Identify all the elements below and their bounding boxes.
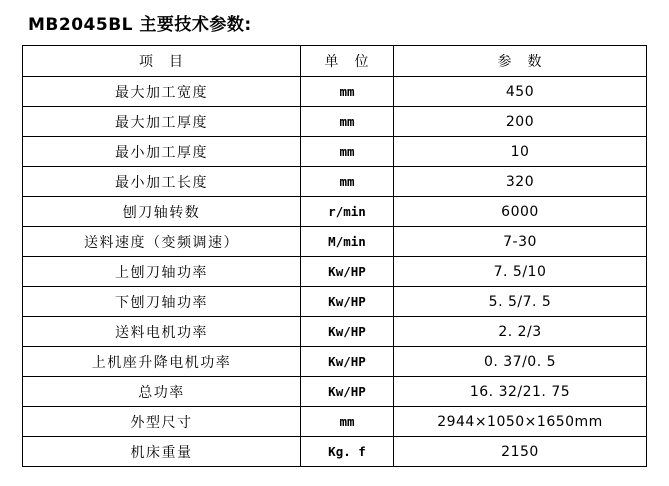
value-cell: 2. 2/3 [394, 317, 647, 347]
value-cell: 7. 5/10 [394, 257, 647, 287]
item-cell: 最小加工厚度 [23, 137, 301, 167]
unit-cell: r/min [301, 197, 394, 227]
table-row [23, 347, 647, 377]
unit-cell: mm [301, 167, 394, 197]
header-row [23, 46, 647, 77]
table-row [23, 377, 647, 407]
value-cell: 450 [394, 77, 647, 107]
value-cell: 2944×1050×1650mm [394, 407, 647, 437]
col-header-unit: 单 位 [301, 46, 394, 77]
item-cell: 刨刀轴转数 [23, 197, 301, 227]
unit-cell: mm [301, 77, 394, 107]
value-cell: 2150 [394, 437, 647, 467]
table-row [23, 137, 647, 167]
unit-cell: Kw/HP [301, 347, 394, 377]
unit-cell: Kw/HP [301, 377, 394, 407]
item-cell: 机床重量 [23, 437, 301, 467]
table-row [23, 227, 647, 257]
value-cell: 7-30 [394, 227, 647, 257]
table-row [23, 317, 647, 347]
item-cell: 最大加工厚度 [23, 107, 301, 137]
unit-cell: mm [301, 107, 394, 137]
col-header-value: 参 数 [394, 46, 647, 77]
page-title: MB2045BL 主要技术参数: [28, 15, 252, 35]
value-cell: 200 [394, 107, 647, 137]
table-row [23, 287, 647, 317]
unit-cell: Kg. f [301, 437, 394, 467]
value-cell: 0. 37/0. 5 [394, 347, 647, 377]
unit-cell: Kw/HP [301, 257, 394, 287]
col-header-item: 项 目 [23, 46, 301, 77]
table-row [23, 437, 647, 467]
unit-cell: M/min [301, 227, 394, 257]
table-row [23, 167, 647, 197]
unit-cell: mm [301, 407, 394, 437]
value-cell: 320 [394, 167, 647, 197]
item-cell: 下刨刀轴功率 [23, 287, 301, 317]
unit-cell: Kw/HP [301, 317, 394, 347]
value-cell: 6000 [394, 197, 647, 227]
table-row [23, 257, 647, 287]
value-cell: 10 [394, 137, 647, 167]
specs-table [22, 45, 647, 467]
table-row [23, 107, 647, 137]
value-cell: 5. 5/7. 5 [394, 287, 647, 317]
unit-cell: Kw/HP [301, 287, 394, 317]
item-cell: 上机座升降电机功率 [23, 347, 301, 377]
item-cell: 送料电机功率 [23, 317, 301, 347]
item-cell: 最小加工长度 [23, 167, 301, 197]
table-row [23, 407, 647, 437]
item-cell: 总功率 [23, 377, 301, 407]
item-cell: 上刨刀轴功率 [23, 257, 301, 287]
item-cell: 送料速度（变频调速） [23, 227, 301, 257]
value-cell: 16. 32/21. 75 [394, 377, 647, 407]
item-cell: 外型尺寸 [23, 407, 301, 437]
item-cell: 最大加工宽度 [23, 77, 301, 107]
table-row [23, 197, 647, 227]
table-row [23, 77, 647, 107]
unit-cell: mm [301, 137, 394, 167]
